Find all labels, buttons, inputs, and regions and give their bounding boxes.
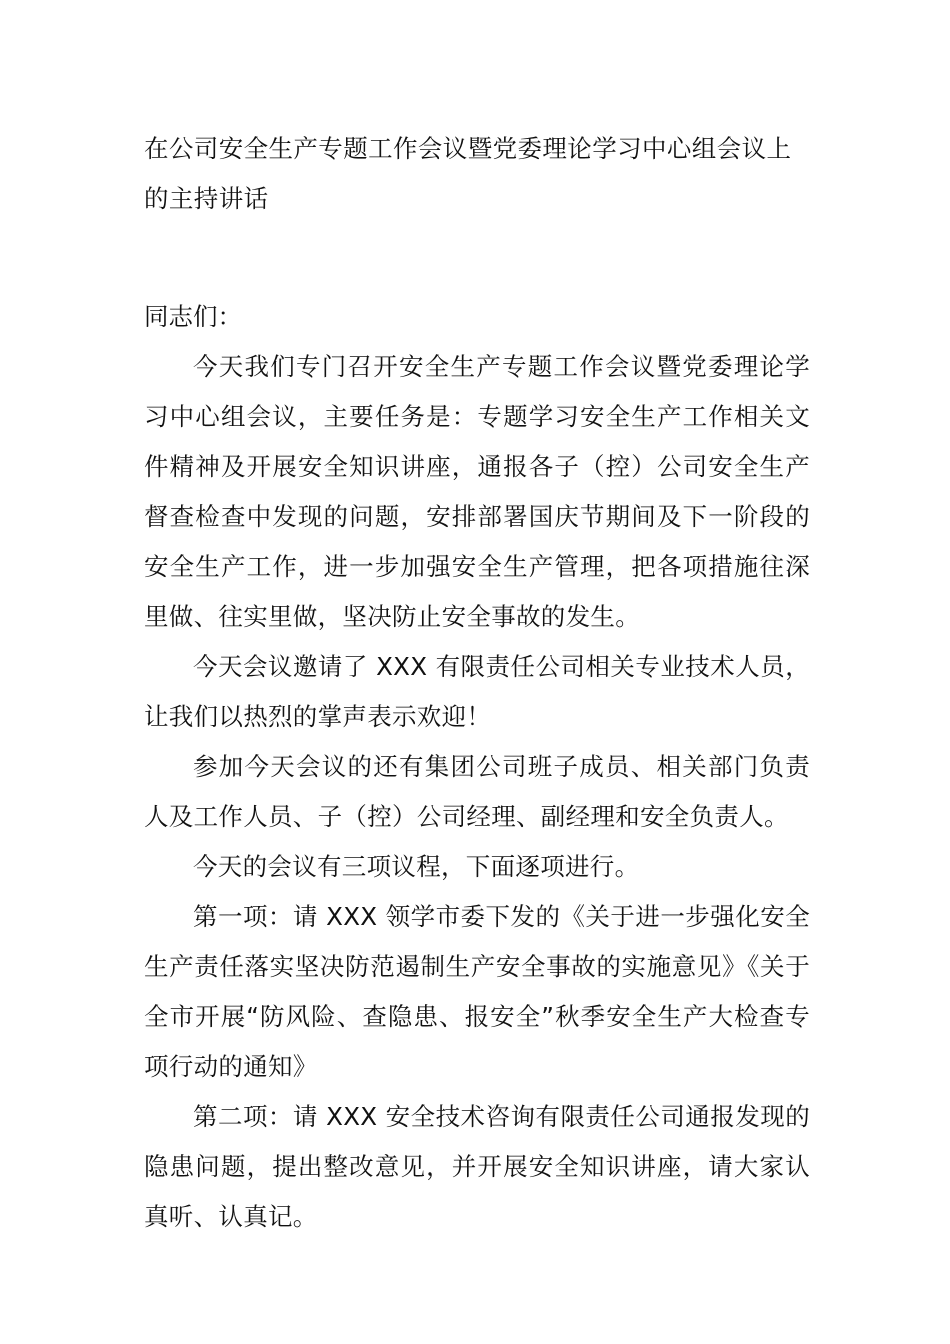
document-title: 在公司安全生产专题工作会议暨党委理论学习中心组会议上的主持讲话 — [144, 134, 792, 213]
paragraph-item-one: 第一项：请 XXX 领学市委下发的《关于进一步强化安全生产责任落实坚决防范遏制生产安全事故的实施意见》《关于全市开展“防风险、查隐患、报安全”秋季安全生产大检查专项行动的通知》 — [144, 902, 810, 1081]
document-page — [144, 124, 810, 1242]
paragraph-guests: 今天会议邀请了 XXX 有限责任公司相关专业技术人员，让我们以热烈的掌声表示欢迎！ — [144, 652, 810, 731]
paragraph-agenda: 今天的会议有三项议程，下面逐项进行。 — [193, 852, 640, 881]
paragraph-item-two: 第二项：请 XXX 安全技术咨询有限责任公司通报发现的隐患问题，提出整改意见，并开展安全知识讲座，请大家认真听、认真记。 — [144, 1102, 810, 1231]
paragraph-opening: 今天我们专门召开安全生产专题工作会议暨党委理论学习中心组会议，主要任务是：专题学习安全生产工作相关文件精神及开展安全知识讲座，通报各子（控）公司安全生产督查检查中发现的问题，安排部署国庆节期间及下一阶段的安全生产工作，进一步加强安全生产管理，把各项措施往深里做、往实里做，坚决防止安全事故的发生。 — [144, 352, 810, 631]
paragraph-attendees: 参加今天会议的还有集团公司班子成员、相关部门负责人及工作人员、子（控）公司经理、副经理和安全负责人。 — [144, 752, 810, 831]
salutation: 同志们： — [144, 302, 242, 331]
